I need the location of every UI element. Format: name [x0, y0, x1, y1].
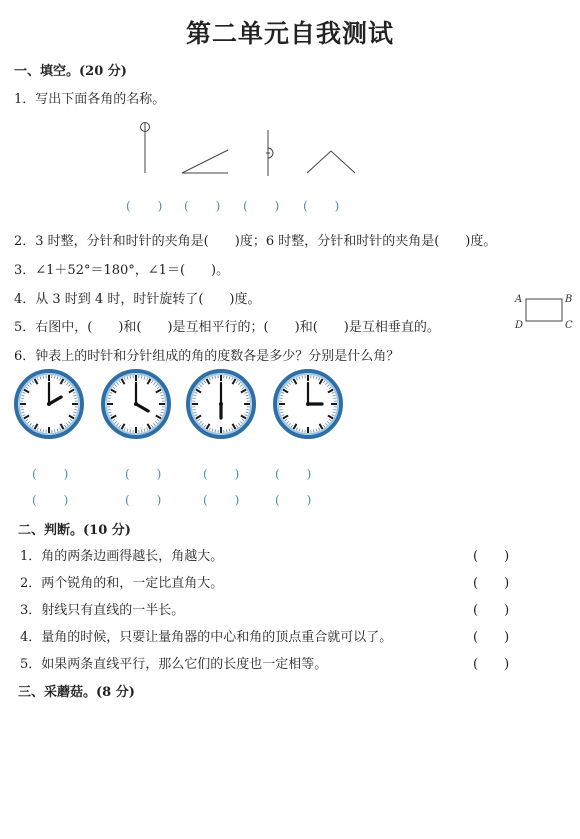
judge-blank-1[interactable]: ( )	[473, 549, 510, 564]
judge-item-2: 2．两个锐角的和，一定比直角大。	[20, 576, 224, 591]
label-d: D	[515, 320, 524, 331]
q2-text: 2．3 时整，分针和时针的夹角是( )度；6 时整，分针和时针的夹角是( )度。	[14, 234, 497, 249]
clock-4	[273, 369, 343, 439]
clock-3	[186, 369, 256, 439]
judge-item-4: 4．量角的时候，只要让量角器的中心和角的顶点重合就可以了。	[20, 630, 393, 645]
judge-item-3: 3．射线只有直线的一半长。	[20, 603, 185, 618]
clock-2	[101, 369, 171, 439]
q1-blank-3[interactable]: ( )	[243, 199, 281, 213]
judge-blank-4[interactable]: ( )	[473, 630, 510, 645]
judge-blank-3[interactable]: ( )	[473, 603, 510, 618]
q3-text: 3．∠1＋52°＝180°，∠1＝( )。	[14, 263, 230, 278]
judge-item-1: 1．角的两条边画得越长，角越大。	[20, 549, 224, 564]
q4-text: 4．从 3 时到 4 时，时针旋转了( )度。	[14, 292, 261, 307]
judge-item-5: 5．如果两条直线平行，那么它们的长度也一定相等。	[20, 657, 328, 672]
q1-blank-1[interactable]: ( )	[126, 199, 164, 213]
q6-answer-3b[interactable]: ( )	[203, 493, 241, 507]
q6-answer-1a[interactable]: ( )	[32, 467, 70, 481]
label-a: A	[515, 294, 523, 305]
straight-angle-figure	[141, 123, 150, 174]
section2-heading: 二、判断。(10 分)	[18, 523, 131, 538]
q6-answer-2a[interactable]: ( )	[125, 467, 163, 481]
rectangle-abcd-figure	[514, 290, 576, 332]
q6-answer-3a[interactable]: ( )	[203, 467, 241, 481]
q6-answer-2b[interactable]: ( )	[125, 493, 163, 507]
angle-figures	[120, 118, 380, 180]
obtuse-angle-figure	[307, 151, 355, 173]
q1-blank-2[interactable]: ( )	[184, 199, 222, 213]
q1-blank-4[interactable]: ( )	[303, 199, 341, 213]
q6-answer-4a[interactable]: ( )	[275, 467, 313, 481]
section3-heading: 三、采蘑菇。(8 分)	[18, 685, 135, 700]
judge-blank-2[interactable]: ( )	[473, 576, 510, 591]
clock-1	[14, 369, 84, 439]
right-angle-figure	[266, 130, 273, 176]
q6-text: 6．钟表上的时针和分针组成的角的度数各是多少？分别是什么角？	[14, 349, 400, 364]
q6-answer-4b[interactable]: ( )	[275, 493, 313, 507]
acute-angle-figure	[182, 150, 228, 173]
judge-blank-5[interactable]: ( )	[473, 657, 510, 672]
page-title: 第二单元自我测试	[185, 19, 394, 48]
label-c: C	[565, 320, 573, 331]
q5-text: 5．右图中，( )和( )是互相平行的；( )和( )是互相垂直的。	[14, 320, 440, 335]
q1-text: 1．写出下面各角的名称。	[14, 92, 166, 107]
section1-heading: 一、填空。(20 分)	[14, 64, 127, 79]
label-b: B	[565, 294, 573, 305]
q6-answer-1b[interactable]: ( )	[32, 493, 70, 507]
